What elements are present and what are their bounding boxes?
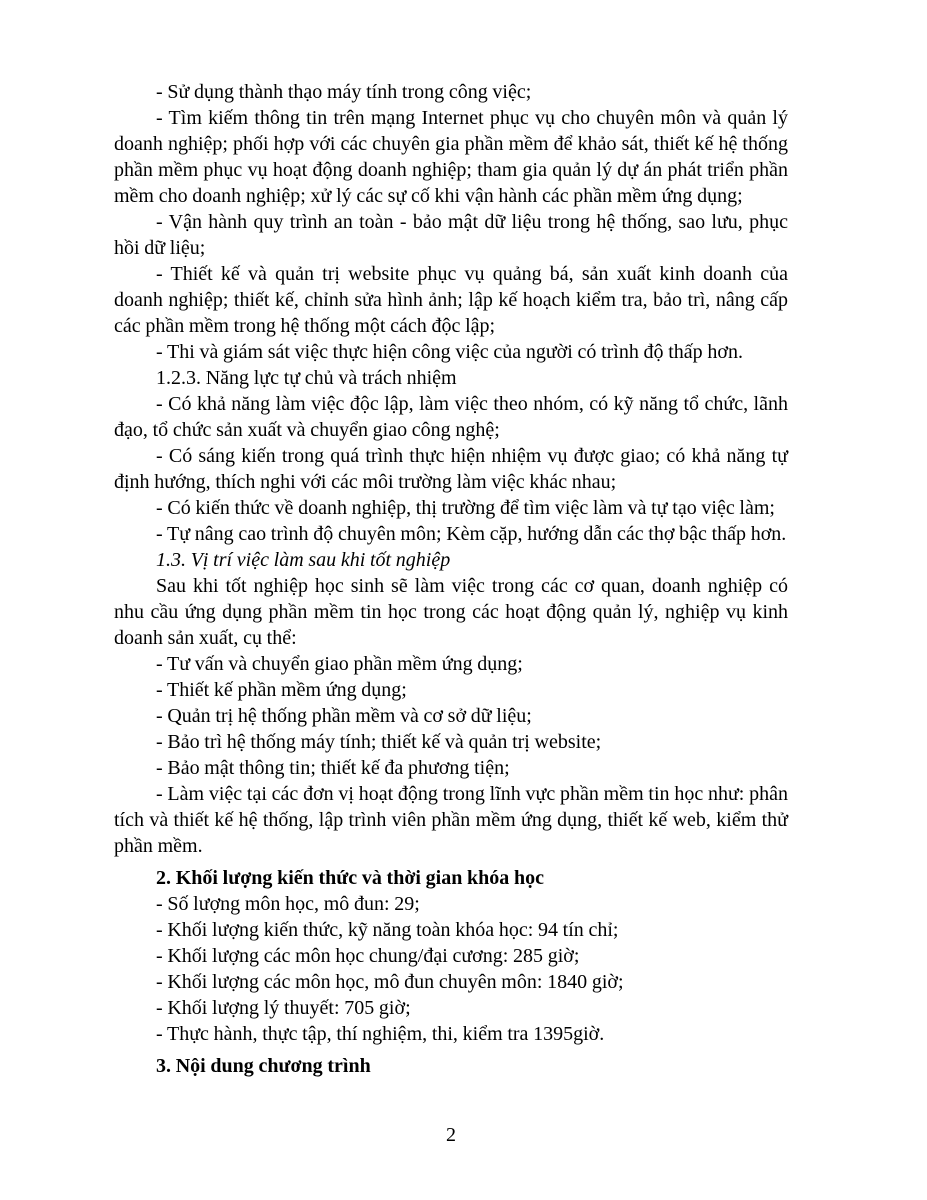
paragraph: - Tự nâng cao trình độ chuyên môn; Kèm cặp, hướng dẫn các thợ bậc thấp hơn. <box>156 523 787 545</box>
section-heading: 2. Khối lượng kiến thức và thời gian khóa học <box>156 867 544 889</box>
paragraph: - Bảo mật thông tin; thiết kế đa phương tiện; <box>156 757 510 779</box>
paragraph: - Khối lượng các môn học chung/đại cương: 285 giờ; <box>156 945 580 967</box>
paragraph: - Thi và giám sát việc thực hiện công việc của người có trình độ thấp hơn. <box>156 341 743 363</box>
paragraph: - Tìm kiếm thông tin trên mạng Internet phục vụ cho chuyên môn và quản lý doanh nghiệp; phối hợp với các chuyên gia phần mềm để khảo sát, thiết kế hệ thống phần mềm phục vụ hoạt động doanh nghiệp; tham gia quản lý dự án phát triển phần mềm cho doanh nghiệp; xử lý các sự cố khi vận hành các phần mềm ứng dụng; <box>114 107 788 207</box>
paragraph: 1.2.3. Năng lực tự chủ và trách nhiệm <box>156 367 457 389</box>
page-number: 2 <box>446 1124 456 1146</box>
paragraph: - Sử dụng thành thạo máy tính trong công việc; <box>156 81 532 103</box>
paragraph: - Quản trị hệ thống phần mềm và cơ sở dữ liệu; <box>156 705 532 727</box>
paragraph: - Khối lượng các môn học, mô đun chuyên môn: 1840 giờ; <box>156 971 624 993</box>
paragraph: - Làm việc tại các đơn vị hoạt động trong lĩnh vực phần mềm tin học như: phân tích và thiết kế hệ thống, lập trình viên phần mềm ứng dụng, thiết kế web, kiểm thử phần mềm. <box>114 783 788 857</box>
paragraph: - Có sáng kiến trong quá trình thực hiện nhiệm vụ được giao; có khả năng tự định hướng, thích nghi với các môi trường làm việc khác nhau; <box>114 445 788 493</box>
paragraph: - Thực hành, thực tập, thí nghiệm, thi, kiểm tra 1395giờ. <box>156 1023 605 1045</box>
paragraph: - Bảo trì hệ thống máy tính; thiết kế và quản trị website; <box>156 731 602 753</box>
paragraph: - Khối lượng lý thuyết: 705 giờ; <box>156 997 411 1019</box>
paragraph: Sau khi tốt nghiệp học sinh sẽ làm việc trong các cơ quan, doanh nghiệp có nhu cầu ứng dụng phần mềm tin học trong các hoạt động quản lý, nghiệp vụ kinh doanh sản xuất, cụ thể: <box>114 575 788 649</box>
paragraph: - Tư vấn và chuyển giao phần mềm ứng dụng; <box>156 653 523 675</box>
paragraph: - Thiết kế và quản trị website phục vụ quảng bá, sản xuất kinh doanh của doanh nghiệp; thiết kế, chỉnh sửa hình ảnh; lập kế hoạch kiểm tra, bảo trì, nâng cấp các phần mềm trong hệ thống một cách độc lập; <box>114 263 788 337</box>
paragraph: - Có kiến thức về doanh nghiệp, thị trường để tìm việc làm và tự tạo việc làm; <box>156 497 775 519</box>
section-heading: 3. Nội dung chương trình <box>156 1055 371 1077</box>
paragraph: - Vận hành quy trình an toàn - bảo mật dữ liệu trong hệ thống, sao lưu, phục hồi dữ liệu; <box>114 211 788 259</box>
document-body <box>114 79 788 1079</box>
paragraph: - Thiết kế phần mềm ứng dụng; <box>156 679 407 701</box>
paragraph: - Khối lượng kiến thức, kỹ năng toàn khóa học: 94 tín chỉ; <box>156 919 619 941</box>
paragraph: - Số lượng môn học, mô đun: 29; <box>156 893 420 915</box>
paragraph: 1.3. Vị trí việc làm sau khi tốt nghiệp <box>156 549 451 571</box>
paragraph: - Có khả năng làm việc độc lập, làm việc theo nhóm, có kỹ năng tổ chức, lãnh đạo, tổ chức sản xuất và chuyển giao công nghệ; <box>114 393 788 441</box>
